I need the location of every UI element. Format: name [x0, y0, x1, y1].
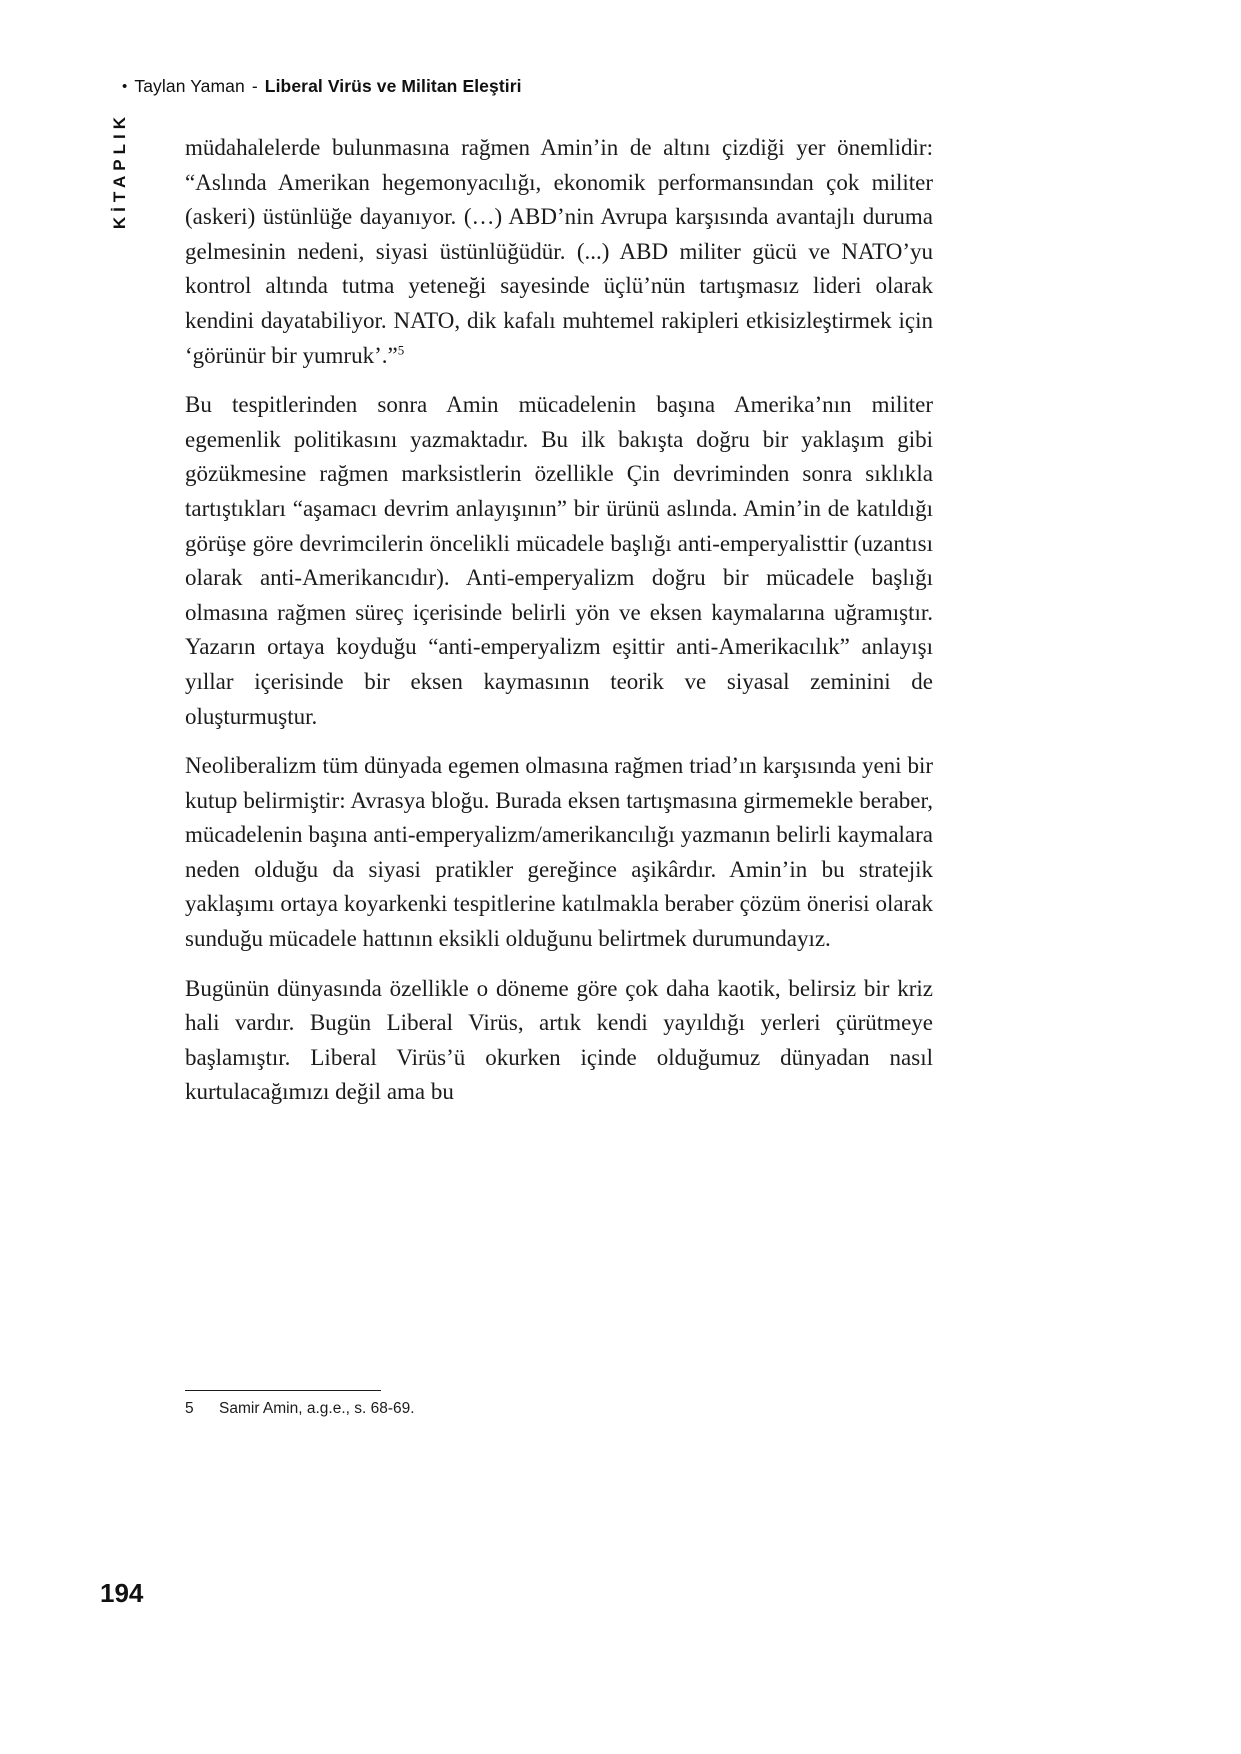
paragraph: Neoliberalizm tüm dünyada egemen olmasına rağmen triad’ın karşısında yeni bir kutup belirmiştir: Avrasya bloğu. Burada eksen tartışmasına girmemekle beraber, mücadelenin başına anti-emperyalizm/amerikancılığı yazmanın belirli kaymalara neden olduğu da siyasi pratikler gereğince aşikârdır. Amin’in bu stratejik yaklaşımı ortaya koyarkenki tespitlerine katılmakla beraber çözüm önerisi olarak sunduğu mücadele hattının eksikli olduğunu belirtmek durumundayız. — [185, 753, 933, 952]
body-text — [185, 131, 933, 1125]
paragraph: Bu tespitlerinden sonra Amin mücadelenin başına Amerika’nın militer egemenlik politikasını yazmaktadır. Bu ilk bakışta doğru bir yaklaşım gibi gözükmesine rağmen marksistlerin özellikle Çin devriminden sonra sıklıkla tartıştıkları “aşamacı devrim anlayışının” bir ürünü aslında. Amin’in de katıldığı görüşe göre devrimcilerin öncelikli mücadele başlığı anti-emperyalisttir (uzantısı olarak anti-Amerikancıdır). Anti-emperyalizm doğru bir mücadele başlığı olmasına rağmen süreç içerisinde belirli yön ve eksen kaymalarına uğramıştır. Yazarın ortaya koyduğu “anti-emperyalizm eşittir anti-Amerikacılık” anlayışı yıllar içerisinde bir eksen kaymasının teorik ve siyasal zeminini de oluşturmuştur. — [185, 392, 933, 729]
sidebar-vertical-label: KİTAPLIK — [110, 112, 129, 230]
header-book-title: Liberal Virüs ve Militan Eleştiri — [264, 76, 522, 96]
footnote-marker: 5 — [397, 341, 405, 357]
paragraph-quote — [185, 131, 933, 373]
header-author: Taylan Yaman — [134, 76, 245, 96]
paragraph: Bugünün dünyasında özellikle o döneme göre çok daha kaotik, belirsiz bir kriz hali vardır. Bugün Liberal Virüs, artık kendi yayıldığı yerleri çürütmeye başlamıştır. Liberal Virüs’ü okurken içinde olduğumuz dünyadan nasıl kurtulacağımızı değil ama bu — [185, 975, 933, 1105]
header-separator: - — [251, 76, 258, 96]
page-number: 194 — [100, 1578, 144, 1608]
footnote-divider — [185, 1390, 381, 1391]
footnote-line — [185, 1400, 933, 1418]
footnote-number: 5 — [185, 1400, 194, 1417]
footnote — [185, 1390, 933, 1418]
page-header — [122, 76, 522, 97]
bullet-icon: • — [122, 78, 128, 95]
footnote-text: Samir Amin, a.g.e., s. 68-69. — [219, 1400, 415, 1417]
paragraph-text: müdahalelerde bulunmasına rağmen Amin’in de altını çizdiği yer önemlidir: “Aslında Amerikan hegemonyacılığı, ekonomik performansından çok militer (askeri) üstünlüğe dayanıyor. (…) ABD’nin Avrupa karşısında avantajlı duruma gelmesinin nedeni, siyasi üstünlüğüdür. (...) ABD militer gücü ve NATO’yu kontrol altında tutma yeteneği sayesinde üçlü’nün tartışmasız lideri olarak kendini dayatabiliyor. NATO, dik kafalı muhtemel rakipleri etkisizleştirmek için ‘görünür bir yumruk’.” — [185, 135, 933, 368]
